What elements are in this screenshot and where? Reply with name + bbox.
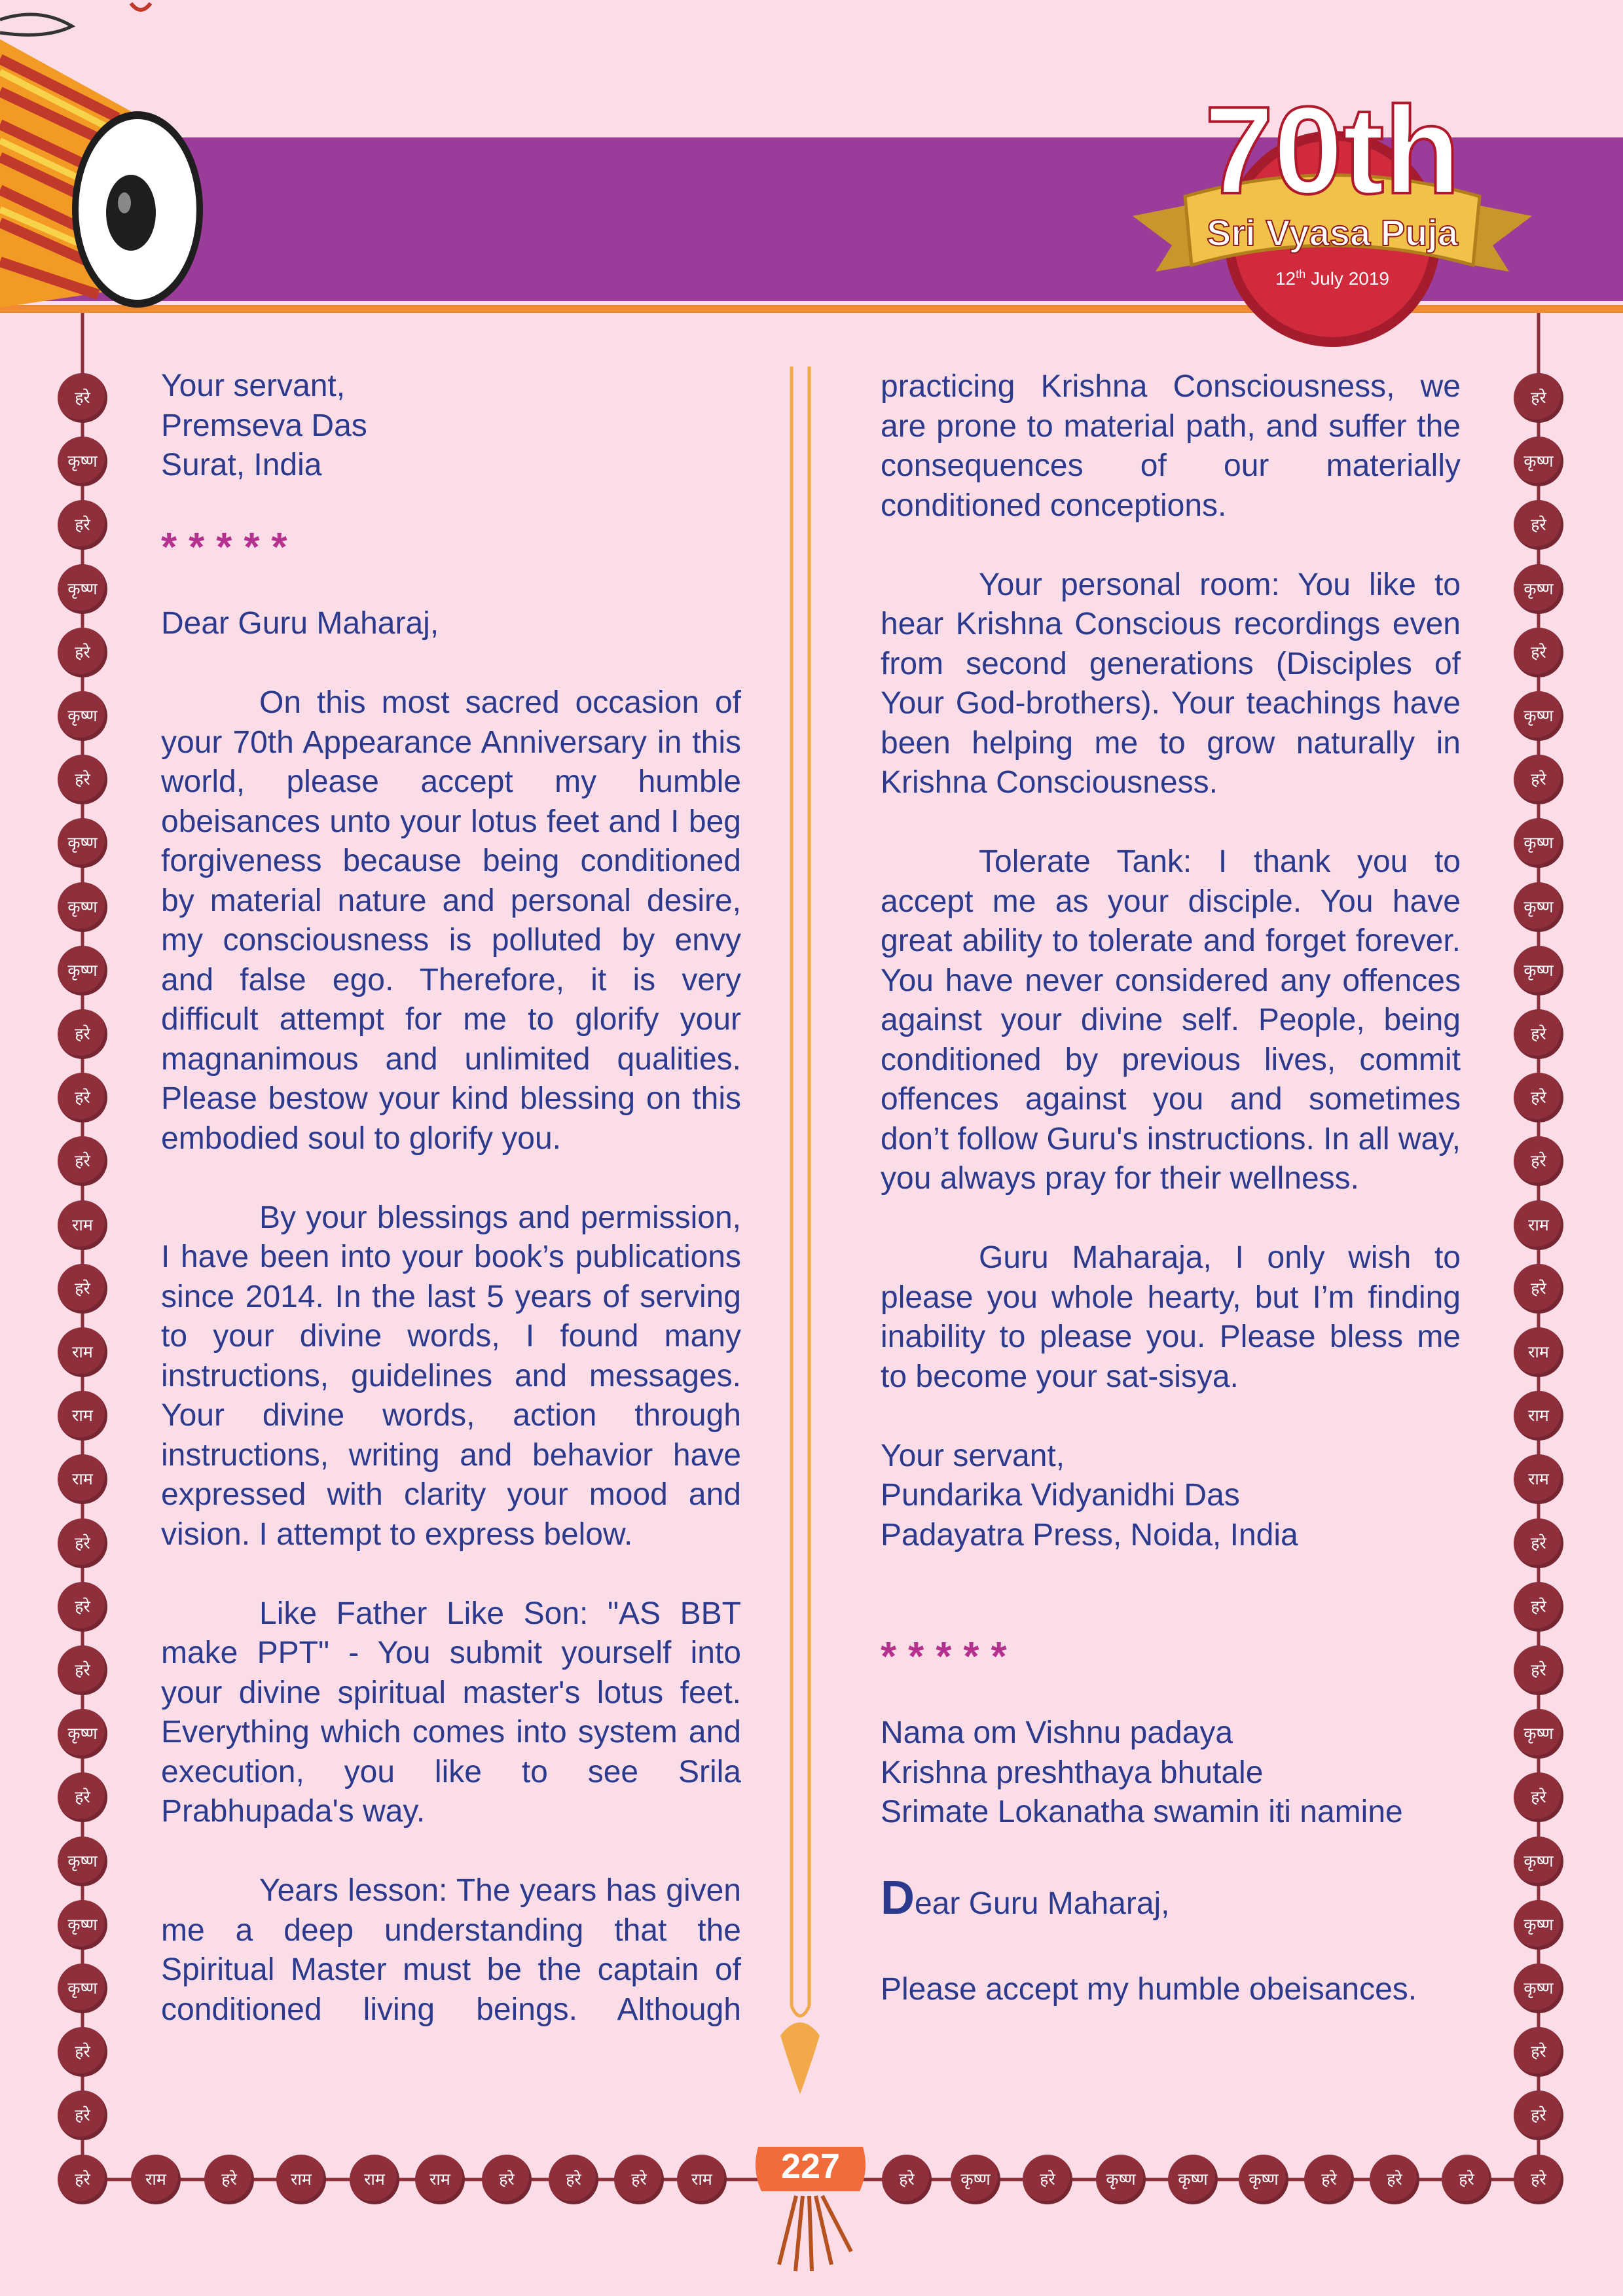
- mantra-bead: कृष्ण: [1514, 1709, 1563, 1759]
- mantra-bead: कृष्ण: [1239, 2155, 1288, 2204]
- mantra-bead: कृष्ण: [58, 691, 107, 741]
- mantra-bead: कृष्ण: [58, 946, 107, 996]
- mantra-bead: कृष्ण: [58, 1837, 107, 1886]
- mantra-bead: हरे: [204, 2155, 254, 2204]
- mantra-bead: कृष्ण: [58, 818, 107, 868]
- mantra-bead: हरे: [58, 1264, 107, 1314]
- closing-line: Premseva Das: [161, 408, 367, 443]
- paragraph: Years lesson: The years has given me a deep understanding that the Spiritual Master must be the captain of conditioned living beings. Although: [161, 1873, 741, 2027]
- mantra-bead: राम: [1514, 1200, 1563, 1250]
- mantra-bead: हरे: [1514, 1264, 1563, 1314]
- page-number-text: 227: [780, 2147, 841, 2186]
- mantra-bead: कृष्ण: [1514, 946, 1563, 996]
- mantra-bead: हरे: [1514, 1009, 1563, 1059]
- separator-stars: *****: [881, 1634, 1019, 1679]
- mantra-bead: कृष्ण: [58, 882, 107, 932]
- badge-date-suffix: th: [1296, 268, 1306, 281]
- mantra-bead: राम: [677, 2155, 727, 2204]
- mantra-bead: हरे: [1514, 755, 1563, 804]
- paragraph: On this most sacred occasion of your 70th Appearance Anniversary in this world, please accept my humble obeisances unto your lotus feet and I beg forgiveness because being conditioned by material nature and personal desire, my consciousness is polluted by envy and false ego. Therefore, it is very difficult attempt for me to glorify your magnanimous and unlimited qualities. Please bestow your kind blessing on this embodied soul to glorify you.: [161, 685, 741, 1156]
- closing-line: Please accept my humble obeisances.: [881, 1971, 1417, 2007]
- mantra-bead: हरे: [1514, 2090, 1563, 2140]
- closing-line: Padayatra Press, Noida, India: [881, 1517, 1298, 1552]
- badge-title: Sri Vyasa Puja: [1207, 212, 1458, 253]
- mantra-bead: हरे: [1370, 2155, 1419, 2204]
- mantra-bead: राम: [1514, 1391, 1563, 1441]
- mantra-bead: हरे: [58, 1136, 107, 1186]
- mantra-bead: हरे: [58, 2027, 107, 2077]
- mantra-bead: हरे: [58, 500, 107, 550]
- mantra-bead: कृष्ण: [1096, 2155, 1146, 2204]
- mantra-bead: कृष्ण: [1514, 437, 1563, 486]
- badge-date-day: 12: [1275, 268, 1296, 289]
- mantra-bead: हरे: [58, 1645, 107, 1695]
- mantra-bead: हरे: [58, 373, 107, 423]
- mantra-bead: राम: [1514, 1454, 1563, 1504]
- mantra-bead: हरे: [1514, 1582, 1563, 1632]
- paragraph: Like Father Like Son: "AS BBT make PPT" - You submit yourself into your divine spiritual master's lotus feet. Everything which comes into system and execution, you like to see Srila Prabhupada's way.: [161, 1596, 741, 1829]
- badge-number: 70th: [1204, 81, 1461, 220]
- mantra-bead: राम: [350, 2155, 399, 2204]
- mantra-bead: हरे: [58, 2155, 107, 2204]
- mantra-bead: हरे: [1023, 2155, 1072, 2204]
- mantra-bead: हरे: [1514, 1073, 1563, 1122]
- mantra-bead: हरे: [58, 628, 107, 677]
- closing-line: Your servant,: [881, 1438, 1065, 1473]
- mantra-bead: हरे: [58, 1518, 107, 1568]
- mantra-bead: कृष्ण: [58, 564, 107, 614]
- mantra-bead: राम: [276, 2155, 326, 2204]
- mantra-bead: हरे: [1514, 500, 1563, 550]
- paragraph: By your blessings and permission, I have been into your book’s publications since 2014. In the last 5 years of serving to your divine words, I found many instructions, guidelines and messages. Your divine words, action through instructions, writing and behavior have expressed with clarity your mood and vision. I attempt to express below.: [161, 1200, 741, 1552]
- mantra-bead: हरे: [1514, 2155, 1563, 2204]
- mantra-bead: कृष्ण: [58, 1900, 107, 1950]
- salutation-rest: ear Guru Maharaj,: [915, 1886, 1170, 1921]
- mantra-bead: हरे: [58, 1073, 107, 1122]
- mantra-bead: हरे: [1514, 1136, 1563, 1186]
- mantra-bead: हरे: [1514, 1645, 1563, 1695]
- mantra-bead: हरे: [1514, 373, 1563, 423]
- mantra-bead: कृष्ण: [1514, 564, 1563, 614]
- mantra-line: Nama om Vishnu padaya: [881, 1715, 1233, 1750]
- mantra-bead: हरे: [1514, 1518, 1563, 1568]
- mantra-bead: हरे: [58, 2090, 107, 2140]
- mantra-bead: हरे: [58, 1772, 107, 1822]
- closing-line: Pundarika Vidyanidhi Das: [881, 1478, 1240, 1513]
- salutation: [881, 1872, 1461, 1930]
- mantra-bead: हरे: [1514, 2027, 1563, 2077]
- right-column: [881, 367, 1461, 2009]
- mantra-bead: कृष्ण: [1514, 1837, 1563, 1886]
- mantra-bead: कृष्ण: [1168, 2155, 1218, 2204]
- mantra-bead: कृष्ण: [1514, 691, 1563, 741]
- mantra-bead: कृष्ण: [1514, 882, 1563, 932]
- mantra-bead: हरे: [1514, 1772, 1563, 1822]
- mantra-bead: राम: [131, 2155, 181, 2204]
- mantra-bead: हरे: [1514, 628, 1563, 677]
- mantra-bead: हरे: [882, 2155, 932, 2204]
- left-column: [161, 367, 741, 2030]
- mantra-bead: हरे: [58, 755, 107, 804]
- mantra-bead: कृष्ण: [1514, 1900, 1563, 1950]
- separator-stars: *****: [161, 525, 299, 570]
- mantra-bead: कृष्ण: [58, 1709, 107, 1759]
- mantra-bead: हरे: [614, 2155, 664, 2204]
- page-number: [752, 2140, 869, 2199]
- badge-date-rest: July 2019: [1311, 268, 1390, 289]
- mantra-bead: राम: [1514, 1327, 1563, 1377]
- paragraph: Guru Maharaja, I only wish to please you whole hearty, but I’m finding inability to please you. Please bless me to become your sat-sisya.: [881, 1240, 1461, 1394]
- mantra-bead: राम: [415, 2155, 465, 2204]
- closing-line: Surat, India: [161, 448, 322, 482]
- mantra-bead: हरे: [549, 2155, 598, 2204]
- mantra-bead: हरे: [1442, 2155, 1491, 2204]
- mantra-bead: हरे: [58, 1582, 107, 1632]
- paragraph: practicing Krishna Consciousness, we are prone to material path, and suffer the consequences of our materially conditioned conceptions.: [881, 369, 1461, 523]
- mantra-bead: हरे: [1304, 2155, 1354, 2204]
- closing-line: Your servant,: [161, 368, 346, 403]
- mantra-bead: हरे: [58, 1009, 107, 1059]
- mantra-bead: राम: [58, 1454, 107, 1504]
- mantra-bead: हरे: [482, 2155, 532, 2204]
- mantra-bead: कृष्ण: [951, 2155, 1000, 2204]
- paragraph: Tolerate Tank: I thank you to accept me as your disciple. You have great ability to tolerate and forget forever. You have never considered any offences against your divine self. People, being conditioned by previous lives, commit offences against you and sometimes don’t follow Guru's instructions. In all way, you always pray for their wellness.: [881, 844, 1461, 1196]
- mantra-bead: राम: [58, 1200, 107, 1250]
- mantra-bead: कृष्ण: [58, 437, 107, 486]
- mantra-line: Krishna preshthaya bhutale: [881, 1755, 1264, 1790]
- mantra-bead: राम: [58, 1391, 107, 1441]
- paragraph: Your personal room: You like to hear Krishna Conscious recordings even from second generations (Disciples of Your God-brothers). Your teachings have been helping me to grow naturally in Krishna Consciousness.: [881, 567, 1461, 800]
- mantra-bead: कृष्ण: [1514, 1964, 1563, 2013]
- mantra-bead: कृष्ण: [58, 1964, 107, 2013]
- drop-initial: D: [881, 1872, 915, 1924]
- salutation: Dear Guru Maharaj,: [161, 606, 439, 641]
- mantra-line: Srimate Lokanatha swamin iti namine: [881, 1795, 1403, 1829]
- mantra-bead: कृष्ण: [1514, 818, 1563, 868]
- mantra-bead: राम: [58, 1327, 107, 1377]
